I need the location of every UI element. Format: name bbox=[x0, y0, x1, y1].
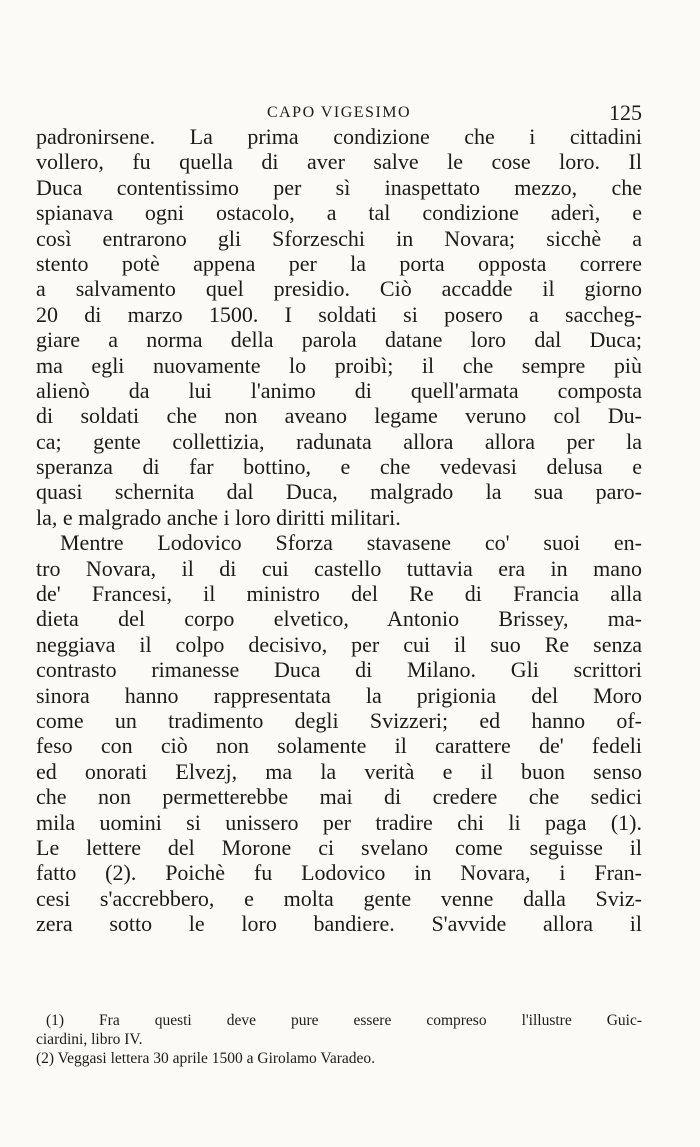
text-line: speranza di far bottino, e che vedevasi delusa e bbox=[36, 454, 642, 480]
text-line: de' Francesi, il ministro del Re di Francia alla bbox=[36, 581, 642, 607]
text-line: tro Novara, il di cui castello tuttavia era in mano bbox=[36, 555, 642, 581]
text-line: sinora hanno rappresentata la prigionia del Moro bbox=[36, 682, 642, 708]
text-line: che non permetterebbe mai di credere che sedici bbox=[36, 784, 642, 810]
text-line: feso con ciò non solamente il carattere de' fedeli bbox=[36, 733, 642, 759]
text-line: cesi s'accrebbero, e molta gente venne dalla Sviz- bbox=[36, 885, 642, 911]
text-line: ma egli nuovamente lo proibì; il che sempre più bbox=[36, 352, 642, 378]
text-line: 20 di marzo 1500. I soldati si posero a saccheg- bbox=[36, 301, 642, 327]
text-line: dieta del corpo elvetico, Antonio Brissey, ma- bbox=[36, 606, 642, 632]
footnote-line: (2) Veggasi lettera 30 aprile 1500 a Girolamo Varadeo. bbox=[36, 1050, 376, 1067]
text-line: come un tradimento degli Svizzeri; ed hanno of- bbox=[36, 707, 642, 733]
text-line: Le lettere del Morone ci svelano come seguisse il bbox=[36, 834, 642, 860]
text-line: mila uomini si unissero per tradire chi li paga (1). bbox=[36, 809, 642, 835]
text-line: alienò da lui l'animo di quell'armata composta bbox=[36, 377, 642, 403]
body-text bbox=[36, 124, 642, 937]
text-line: Duca contentissimo per sì inaspettato mezzo, che bbox=[36, 174, 642, 200]
running-head bbox=[36, 100, 642, 126]
footnotes bbox=[36, 1011, 642, 1068]
chapter-title: CAPO VIGESIMO bbox=[266, 104, 412, 121]
text-line: a salvamento quel presidio. Ciò accadde il giorno bbox=[36, 276, 642, 302]
text-line: neggiava il colpo decisivo, per cui il suo Re senza bbox=[36, 631, 642, 657]
text-line: giare a norma della parola datane loro dal Duca; bbox=[36, 327, 642, 353]
text-line: di soldati che non aveano legame veruno col Du- bbox=[36, 403, 642, 429]
text-line: padronirsene. La prima condizione che i cittadini bbox=[36, 124, 642, 149]
footnote-line: ciardini, libro IV. bbox=[36, 1031, 143, 1048]
text-line: ed onorati Elvezj, ma la verità e il buon senso bbox=[36, 758, 642, 784]
text-line: vollero, fu quella di aver salve le cose loro. Il bbox=[36, 149, 642, 175]
page-number: 125 bbox=[609, 100, 642, 125]
text-line: stento potè appena per la porta opposta correre bbox=[36, 250, 642, 276]
text-line: così entrarono gli Sforzeschi in Novara; sicchè a bbox=[36, 225, 642, 251]
text-line: quasi schernita dal Duca, malgrado la sua paro- bbox=[36, 479, 642, 505]
text-line: fatto (2). Poichè fu Lodovico in Novara, i Fran- bbox=[36, 860, 642, 886]
text-line: contrasto rimanesse Duca di Milano. Gli scrittori bbox=[36, 657, 642, 683]
text-line: la, e malgrado anche i loro diritti militari. bbox=[36, 504, 401, 530]
text-line: spianava ogni ostacolo, a tal condizione aderì, e bbox=[36, 200, 642, 226]
text-line: Mentre Lodovico Sforza stavasene co' suoi en- bbox=[60, 530, 642, 556]
footnote-line: (1) Fra questi deve pure essere compreso l'illustre Guic- bbox=[46, 1012, 642, 1029]
text-line: zera sotto le loro bandiere. S'avvide allora il bbox=[36, 911, 642, 937]
text-line: ca; gente collettizia, radunata allora allora per la bbox=[36, 428, 642, 454]
